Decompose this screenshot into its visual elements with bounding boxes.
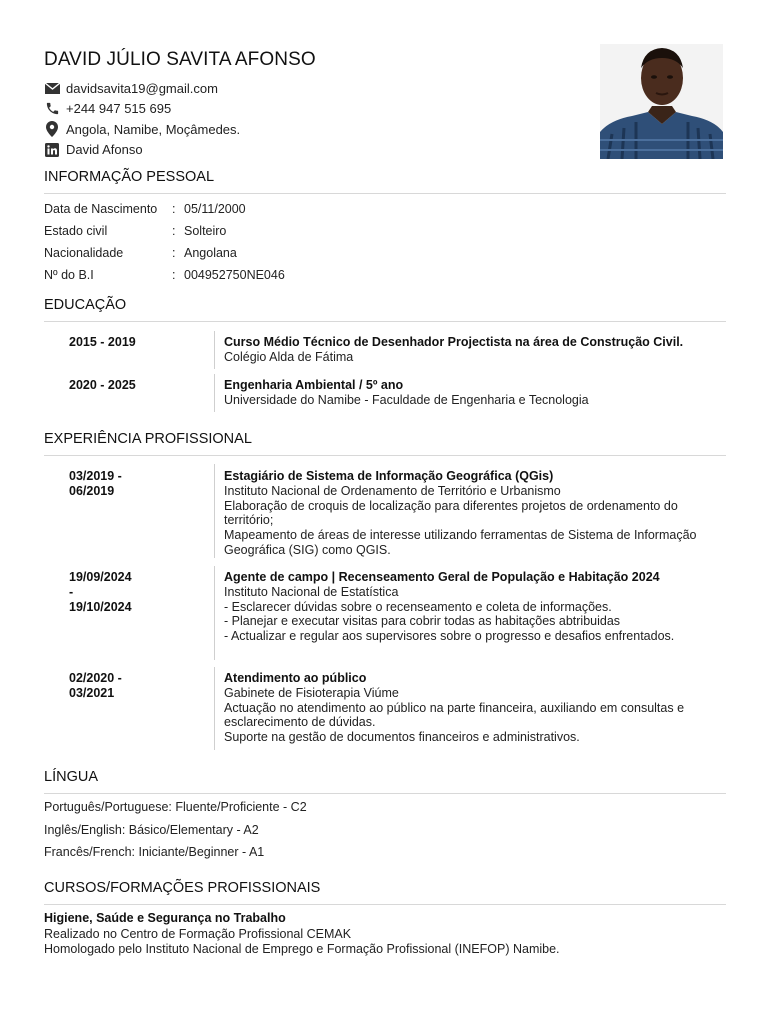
section-divider xyxy=(44,904,726,905)
timeline-line xyxy=(214,566,215,660)
info-colon: : xyxy=(172,268,176,282)
info-label: Nacionalidade xyxy=(44,246,124,260)
entry-title: Engenharia Ambiental / 5º ano xyxy=(224,378,404,392)
entry-line: Actuação no atendimento ao público na parte financeira, auxiliando em consultas e esclarecimento de dúvidas. xyxy=(224,700,685,730)
education-section-title: EDUCAÇÃO xyxy=(44,297,127,313)
linkedin-icon xyxy=(44,142,60,158)
info-label: Estado civil xyxy=(44,224,108,238)
language-item: Francês/French: Iniciante/Beginner - A1 xyxy=(44,845,265,859)
experience-entry xyxy=(224,469,726,558)
contact-email xyxy=(44,78,240,99)
linkedin-text[interactable]: David Afonso xyxy=(66,142,143,158)
entry-title: Agente de campo | Recenseamento Geral de População e Habitação 2024 xyxy=(224,570,660,584)
timeline-line xyxy=(214,464,215,558)
info-value: Solteiro xyxy=(184,224,227,238)
timeline-line xyxy=(214,374,215,412)
education-entry xyxy=(224,335,726,365)
timeline-line xyxy=(214,667,215,750)
entry-line: Suporte na gestão de documentos financeiros e administrativos. xyxy=(224,730,580,745)
profile-photo xyxy=(600,44,723,159)
info-value: 05/11/2000 xyxy=(184,202,246,216)
info-value: Angolana xyxy=(184,246,237,260)
experience-section-title: EXPERIÊNCIA PROFISSIONAL xyxy=(44,431,252,447)
mail-icon xyxy=(44,80,60,96)
education-date: 2015 - 2019 xyxy=(69,335,136,349)
location-text: Angola, Namibe, Moçâmedes. xyxy=(66,121,241,137)
entry-line: - Planejar e executar visitas para cobrir todas as habitações abtribuidas xyxy=(224,614,621,629)
entry-line: Instituto Nacional de Ordenamento de Território e Urbanismo xyxy=(224,483,561,498)
language-item: Inglês/English: Básico/Elementary - A2 xyxy=(44,823,259,837)
language-item: Português/Portuguese: Fluente/Proficiente - C2 xyxy=(44,800,307,814)
entry-line: Mapeamento de áreas de interesse utilizando ferramentas de Sistema de Informação Geográfica (SIG) como QGIS. xyxy=(224,528,697,557)
entry-title: Atendimento ao público xyxy=(224,671,367,685)
section-divider xyxy=(44,455,726,456)
info-row-id-number xyxy=(44,268,285,282)
course-entry xyxy=(44,911,734,958)
experience-date: 19/09/2024 - 19/10/2024 xyxy=(69,570,132,614)
entry-line: Gabinete de Fisioterapia Viúme xyxy=(224,685,399,700)
course-title: Higiene, Saúde e Segurança no Trabalho xyxy=(44,911,286,925)
language-section-title: LÍNGUA xyxy=(44,769,98,785)
education-date: 2020 - 2025 xyxy=(69,378,136,392)
info-label: Nº do B.I xyxy=(44,268,94,282)
phone-text: +244 947 515 695 xyxy=(66,101,172,117)
experience-entry xyxy=(224,570,726,644)
course-line: Realizado no Centro de Formação Profissional CEMAK xyxy=(44,926,352,941)
section-divider xyxy=(44,193,726,194)
info-colon: : xyxy=(172,246,176,260)
entry-line: Colégio Alda de Fátima xyxy=(224,349,354,364)
entry-line: - Esclarecer dúvidas sobre o recenseamento e coleta de informações. xyxy=(224,599,612,614)
info-row-civil-status xyxy=(44,224,226,238)
course-line: Homologado pelo Instituto Nacional de Emprego e Formação Profissional (INEFOP) Namibe. xyxy=(44,942,560,956)
info-colon: : xyxy=(172,202,176,216)
experience-date: 02/2020 - 03/2021 xyxy=(69,671,122,700)
section-divider xyxy=(44,793,726,794)
info-row-birthdate xyxy=(44,202,246,216)
entry-line: Elaboração de croquis de localização para diferentes projetos de ordenamento do território; xyxy=(224,498,678,528)
entry-line: Instituto Nacional de Estatística xyxy=(224,584,399,599)
contact-phone xyxy=(44,99,240,120)
info-value: 004952750NE046 xyxy=(184,268,285,282)
candidate-name: DAVID JÚLIO SAVITA AFONSO xyxy=(44,49,316,70)
entry-line: - Actualizar e regular aos supervisores sobre o progresso e desafios enfrentados. xyxy=(224,629,675,644)
contact-block xyxy=(44,78,240,160)
info-colon: : xyxy=(172,224,176,238)
entry-line: Universidade do Namibe - Faculdade de Engenharia e Tecnologia xyxy=(224,392,589,407)
timeline-line xyxy=(214,331,215,369)
section-divider xyxy=(44,321,726,322)
location-pin-icon xyxy=(44,121,60,137)
experience-entry xyxy=(224,671,726,745)
email-text[interactable]: davidsavita19@gmail.com xyxy=(66,80,218,96)
education-entry xyxy=(224,378,726,408)
entry-title: Curso Médio Técnico de Desenhador Projectista na área de Construção Civil. xyxy=(224,335,684,349)
info-row-nationality xyxy=(44,246,237,260)
contact-linkedin xyxy=(44,140,240,161)
personal-section-title: INFORMAÇÃO PESSOAL xyxy=(44,169,215,185)
courses-section-title: CURSOS/FORMAÇÕES PROFISSIONAIS xyxy=(44,880,321,896)
contact-location xyxy=(44,119,240,140)
entry-title: Estagiário de Sistema de Informação Geográfica (QGis) xyxy=(224,469,554,483)
info-label: Data de Nascimento xyxy=(44,202,158,216)
phone-icon xyxy=(44,101,60,117)
experience-date: 03/2019 - 06/2019 xyxy=(69,469,122,498)
